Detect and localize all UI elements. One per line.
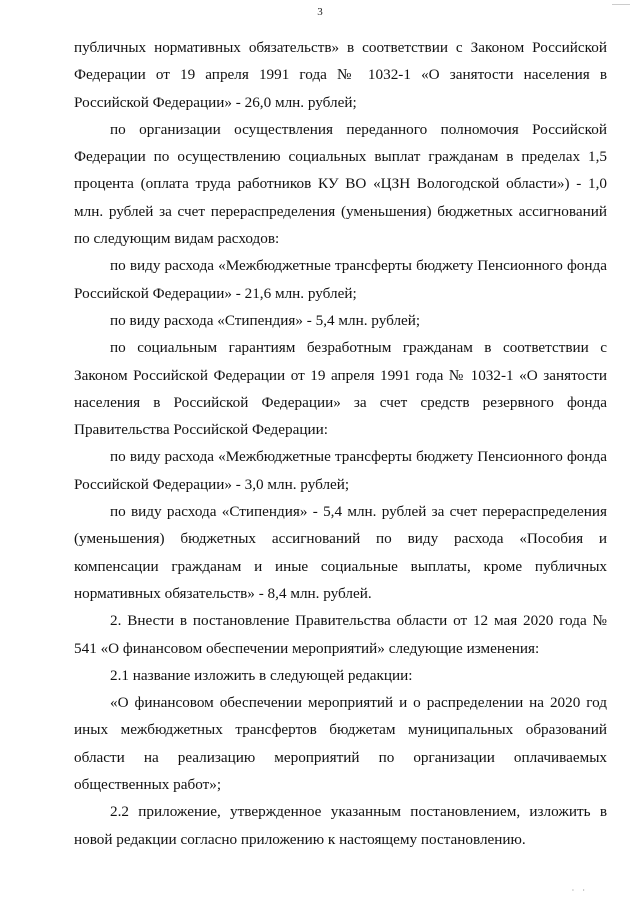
scan-corner-mark (612, 0, 630, 5)
paragraph-6: по виду расхода «Межбюджетные трансферты бюджету Пенсионного фонда Российской Федерации» - 3,0 млн. рублей; (74, 448, 607, 493)
paragraph-1: публичных нормативных обязательств» в соответствии с Законом Российской Федерации от 19 апреля 1991 года № 1032-1 «О занятости населения в Российской Федерации» - 26,0 млн. рублей; (74, 39, 607, 111)
document-body (74, 34, 607, 853)
page-number: 3 (317, 6, 323, 18)
paragraph-10: «О финансовом обеспечении мероприятий и о распределении на 2020 год иных межбюджетных трансфертов бюджетам муниципальных образований области на реализацию мероприятий по организации оплачиваемых общественных работ»; (74, 694, 607, 794)
paragraph-2: по организации осуществления переданного полномочия Российской Федерации по осуществлению социальных выплат гражданам в пределах 1,5 процента (оплата труда работников КУ ВО «ЦЗН Вологодской области») - 1,0 млн. рублей за счет перераспределения (уменьшения) бюджетных ассигнований по следующим видам расходов: (74, 120, 607, 248)
paragraph-8: 2. Внести в постановление Правительства области от 12 мая 2020 года № 541 «О финансовом обеспечении мероприятий» следующие изменения: (74, 612, 607, 657)
paragraph-11: 2.2 приложение, утвержденное указанным постановлением, изложить в новой редакции согласно приложению к настоящему постановлению. (74, 803, 607, 848)
scan-footer-marks: · · (571, 886, 588, 895)
paragraph-3: по виду расхода «Межбюджетные трансферты бюджету Пенсионного фонда Российской Федерации» - 21,6 млн. рублей; (74, 257, 607, 302)
paragraph-5: по социальным гарантиям безработным гражданам в соответствии с Законом Российской Федерации от 19 апреля 1991 года № 1032-1 «О занятости населения в Российской Федерации» за счет средств резервного фонда Правительства Российской Федерации: (74, 339, 607, 439)
paragraph-7: по виду расхода «Стипендия» - 5,4 млн. рублей за счет перераспределения (уменьшения) бюджетных ассигнований по виду расхода «Пособия и компенсации гражданам и иные социальные выплаты, кроме публичных нормативных обязательств» - 8,4 млн. рублей. (74, 503, 607, 602)
paragraph-9: 2.1 название изложить в следующей редакции: (110, 666, 413, 684)
paragraph-4: по виду расхода «Стипендия» - 5,4 млн. рублей; (110, 311, 421, 329)
